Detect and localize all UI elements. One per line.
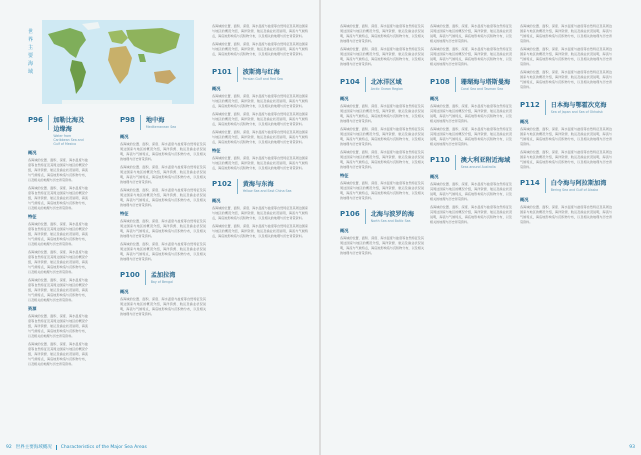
body-text: 各海域的位置、面积、深度、海水温度与盐度等自然特征及其周边国家与地区的概况介绍，海洋资源、航运及渔业状况说明，海流与气候特点，海底地形构造与沉积物分布，以及相关的地理与历史背景资料。 xyxy=(340,104,424,123)
label-overview: 概况 xyxy=(120,289,129,294)
world-map xyxy=(42,20,194,104)
label-overview: 概况 xyxy=(212,86,221,91)
section-title: 北海与波罗的海 xyxy=(370,211,415,218)
label-overview: 概况 xyxy=(120,134,129,139)
footer-left xyxy=(6,444,147,450)
body-text: 各海域的位置、面积、深度、海水温度与盐度等自然特征及其周边国家与地区的概况介绍，海洋资源、航运及渔业状况说明，海流与气候特点，海底地形构造与沉积物分布，以及相关的地理与历史背景资料。 xyxy=(520,47,612,66)
section-header-p104 xyxy=(340,77,424,92)
section-subtitle: Sea of Japan and Sea of Okhotsk xyxy=(550,110,603,114)
body-text: 各海域的位置、面积、深度、海水温度与盐度等自然特征及其周边国家与地区的概况介绍，海洋资源、航运及渔业状况说明，海流与气候特点，海底地形构造与沉积物分布，以及相关的地理与历史背景资料。 xyxy=(430,24,512,43)
body-text: 各海域的位置、面积、深度、海水温度与盐度等自然特征及其周边国家与地区的概况介绍，海洋资源、航运及渔业状况说明，海流与气候特点，海底地形构造与沉积物分布，以及相关的地理与历史背景资料。 xyxy=(430,205,512,224)
body-text: 各海域的位置、面积、深度、海水温度与盐度等自然特征及其周边国家与地区的概况介绍，海洋资源、航运及渔业状况说明，海流与气候特点，海底地形构造与沉积物分布，以及相关的地理与历史背景资料。 xyxy=(212,42,308,56)
section-number: P100 xyxy=(120,271,140,279)
header-divider xyxy=(237,179,238,194)
footer-right xyxy=(629,445,635,450)
section-subtitle: Arctic Ocean Region xyxy=(370,87,403,91)
running-title-en: Characteristics of the Major Sea Areas xyxy=(60,444,147,450)
label-overview: 概况 xyxy=(340,228,349,233)
body-text: 各海域的位置、面积、深度、海水温度与盐度等自然特征及其周边国家与地区的概况介绍，海洋资源、航运及渔业状况说明，海流与气候特点，海底地形构造与沉积物分布，以及相关的地理与历史背景资料。 xyxy=(212,130,308,144)
body-text: 各海域的位置、面积、深度、海水温度与盐度等自然特征及其周边国家与地区的概况介绍，海洋资源、航运及渔业状况说明，海流与气候特点，海底地形构造与沉积物分布，以及相关的地理与历史背景资料。 xyxy=(430,47,512,66)
body-text: 各海域的位置、面积、深度、海水温度与盐度等自然特征及其周边国家与地区的概况介绍，海洋资源、航运及渔业状况说明，海流与气候特点，海底地形构造与沉积物分布，以及相关的地理与历史背景资料。 xyxy=(430,104,512,123)
body-text: 各海域的位置、面积、深度、海水温度与盐度等自然特征及其周边国家与地区的概况介绍，海洋资源、航运及渔业状况说明，海流与气候特点，海底地形构造与沉积物分布，以及相关的地理与历史背景资料。 xyxy=(28,314,88,338)
section-header-p96 xyxy=(28,115,88,146)
body-text: 各海域的位置、面积、深度、海水温度与盐度等自然特征及其周边国家与地区的概况介绍，海洋资源、航运及渔业状况说明，海流与气候特点，海底地形构造与沉积物分布，以及相关的地理与历史背景资料。 xyxy=(28,342,88,366)
body-text: 各海域的位置、面积、深度、海水温度与盐度等自然特征及其周边国家与地区的概况介绍，海洋资源、航运及渔业状况说明，海流与气候特点，海底地形构造与沉积物分布，以及相关的地理与历史背景资料。 xyxy=(212,24,308,38)
column-right-2 xyxy=(430,24,512,228)
body-text: 各海域的位置、面积、深度、海水温度与盐度等自然特征及其周边国家与地区的概况介绍，海洋资源、航运及渔业状况说明，海流与气候特点，海底地形构造与沉积物分布，以及相关的地理与历史背景资料。 xyxy=(28,222,88,246)
section-subtitle: Bering Sea and Gulf of Alaska xyxy=(550,188,599,192)
body-text: 各海域的位置、面积、深度、海水温度与盐度等自然特征及其周边国家与地区的概况介绍，海洋资源、航运及渔业状况说明，海流与气候特点，海底地形构造与沉积物分布，以及相关的地理与历史背景资料。 xyxy=(212,112,308,126)
section-header-p98 xyxy=(120,115,206,130)
section-header-p100 xyxy=(120,270,206,285)
section-header-p106 xyxy=(340,209,424,224)
body-text: 各海域的位置、面积、深度、海水温度与盐度等自然特征及其周边国家与地区的概况介绍，海洋资源、航运及渔业状况说明，海流与气候特点，海底地形构造与沉积物分布，以及相关的地理与历史背景资料。 xyxy=(340,150,424,169)
header-divider xyxy=(365,77,366,92)
body-text: 各海域的位置、面积、深度、海水温度与盐度等自然特征及其周边国家与地区的概况介绍，海洋资源、航运及渔业状况说明，海流与气候特点，海底地形构造与沉积物分布，以及相关的地理与历史背景资料。 xyxy=(212,156,308,170)
label-overview: 概况 xyxy=(340,96,349,101)
column-right-1 xyxy=(340,24,424,259)
label-feature: 特征 xyxy=(120,211,129,216)
body-text: 各海域的位置、面积、深度、海水温度与盐度等自然特征及其周边国家与地区的概况介绍，海洋资源、航运及渔业状况说明，海流与气候特点，海底地形构造与沉积物分布，以及相关的地理与历史背景资料。 xyxy=(340,47,424,66)
header-divider xyxy=(545,100,546,115)
section-title: 珊瑚海与塔斯曼海 xyxy=(460,79,511,86)
section-title: 波斯湾与红海 xyxy=(242,69,280,76)
header-divider xyxy=(140,115,141,130)
section-subtitle: Bay of Bengal xyxy=(150,280,173,284)
section-number: P101 xyxy=(212,68,232,76)
header-divider xyxy=(545,178,546,193)
body-text: 各海域的位置、面积、深度、海水温度与盐度等自然特征及其周边国家与地区的概况介绍，海洋资源、航运及渔业状况说明，海流与气候特点，海底地形构造与沉积物分布，以及相关的地理与历史背景资料。 xyxy=(120,219,206,238)
body-text: 各海域的位置、面积、深度、海水温度与盐度等自然特征及其周边国家与地区的概况介绍，海洋资源、航运及渔业状况说明，海流与气候特点，海底地形构造与沉积物分布，以及相关的地理与历史背景资料。 xyxy=(28,186,88,210)
header-divider xyxy=(145,270,146,285)
body-text: 各海域的位置、面积、深度、海水温度与盐度等自然特征及其周边国家与地区的概况介绍，海洋资源、航运及渔业状况说明，海流与气候特点，海底地形构造与沉积物分布，以及相关的地理与历史背景资料。 xyxy=(430,182,512,201)
label-overview: 概况 xyxy=(28,150,37,155)
body-text: 各海域的位置、面积、深度、海水温度与盐度等自然特征及其周边国家与地区的概况介绍，海洋资源、航运及渔业状况说明，海流与气候特点，海底地形构造与沉积物分布，以及相关的地理与历史背景资料。 xyxy=(340,24,424,43)
section-title: 孟加拉湾 xyxy=(150,272,176,279)
column-left-1 xyxy=(28,112,88,370)
body-text: 各海域的位置、面积、深度、海水温度与盐度等自然特征及其周边国家与地区的概况介绍，海洋资源、航运及渔业状况说明，海流与气候特点，海底地形构造与沉积物分布，以及相关的地理与历史背景资料。 xyxy=(520,205,612,224)
section-title: 北冰洋区域 xyxy=(370,79,402,86)
label-feature: 特征 xyxy=(340,173,349,178)
label-overview: 概况 xyxy=(212,198,221,203)
section-number: P102 xyxy=(212,180,232,188)
map-caption: 世界主要海域 xyxy=(28,29,35,75)
section-subtitle: Water from Caribbean Sea and Gulf of Mexico xyxy=(53,134,84,146)
label-feature: 特征 xyxy=(212,148,221,153)
section-title: 地中海 xyxy=(145,117,165,124)
column-right-3 xyxy=(520,24,612,228)
section-number: P96 xyxy=(28,116,43,124)
label-overview: 概况 xyxy=(520,197,529,202)
body-text: 各海域的位置、面积、深度、海水温度与盐度等自然特征及其周边国家与地区的概况介绍，海洋资源、航运及渔业状况说明，海流与气候特点，海底地形构造与沉积物分布，以及相关的地理与历史背景资料。 xyxy=(120,142,206,161)
section-subtitle: Mediterranean Sea xyxy=(145,125,177,129)
body-text: 各海域的位置、面积、深度、海水温度与盐度等自然特征及其周边国家与地区的概况介绍，海洋资源、航运及渔业状况说明，海流与气候特点，海底地形构造与沉积物分布，以及相关的地理与历史背景资料。 xyxy=(212,224,308,238)
section-subtitle: Coral Sea and Tasman Sea xyxy=(460,87,504,91)
body-text: 各海域的位置、面积、深度、海水温度与盐度等自然特征及其周边国家与地区的概况介绍，海洋资源、航运及渔业状况说明，海流与气候特点，海底地形构造与沉积物分布，以及相关的地理与历史背景资料。 xyxy=(120,242,206,261)
section-number: P98 xyxy=(120,116,135,124)
body-text: 各海域的位置、面积、深度、海水温度与盐度等自然特征及其周边国家与地区的概况介绍，海洋资源、航运及渔业状况说明，海流与气候特点，海底地形构造与沉积物分布，以及相关的地理与历史背景资料。 xyxy=(120,165,206,184)
label-overview: 概况 xyxy=(430,96,439,101)
page-number-left: 92 xyxy=(6,444,12,450)
body-text: 各海域的位置、面积、深度、海水温度与盐度等自然特征及其周边国家与地区的概况介绍，海洋资源、航运及渔业状况说明，海流与气候特点，海底地形构造与沉积物分布，以及相关的地理与历史背景资料。 xyxy=(430,127,512,146)
section-title: 日本海与鄂霍次克海 xyxy=(550,102,607,109)
running-title-cn: 世界主要海域概况 xyxy=(15,445,52,450)
body-text: 各海域的位置、面积、深度、海水温度与盐度等自然特征及其周边国家与地区的概况介绍，海洋资源、航运及渔业状况说明，海流与气候特点，海底地形构造与沉积物分布，以及相关的地理与历史背景资料。 xyxy=(520,150,612,169)
body-text: 各海域的位置、面积、深度、海水温度与盐度等自然特征及其周边国家与地区的概况介绍，海洋资源、航运及渔业状况说明，海流与气候特点，海底地形构造与沉积物分布，以及相关的地理与历史背景资料。 xyxy=(120,297,206,316)
body-text: 各海域的位置、面积、深度、海水温度与盐度等自然特征及其周边国家与地区的概况介绍，海洋资源、航运及渔业状况说明，海流与气候特点，海底地形构造与沉积物分布，以及相关的地理与历史背景资料。 xyxy=(120,188,206,207)
label-resources: 资源 xyxy=(28,306,37,311)
section-header-p101 xyxy=(212,67,308,82)
section-subtitle: Seas around Australia xyxy=(460,165,496,169)
body-text: 各海域的位置、面积、深度、海水温度与盐度等自然特征及其周边国家与地区的概况介绍，海洋资源、航运及渔业状况说明，海流与气候特点，海底地形构造与沉积物分布，以及相关的地理与历史背景资料。 xyxy=(28,278,88,302)
section-header-p102 xyxy=(212,179,308,194)
section-number: P114 xyxy=(520,179,540,187)
column-left-2 xyxy=(120,112,206,320)
header-divider xyxy=(365,209,366,224)
body-text: 各海域的位置、面积、深度、海水温度与盐度等自然特征及其周边国家与地区的概况介绍，海洋资源、航运及渔业状况说明，海流与气候特点，海底地形构造与沉积物分布，以及相关的地理与历史背景资料。 xyxy=(212,206,308,220)
label-feature: 特征 xyxy=(28,214,37,219)
body-text: 各海域的位置、面积、深度、海水温度与盐度等自然特征及其周边国家与地区的概况介绍，海洋资源、航运及渔业状况说明，海流与气候特点，海底地形构造与沉积物分布，以及相关的地理与历史背景资料。 xyxy=(28,158,88,182)
section-title: 白令海与阿拉斯加湾 xyxy=(550,180,607,187)
header-divider xyxy=(237,67,238,82)
section-title: 黄海与东海 xyxy=(242,181,274,188)
label-overview: 概况 xyxy=(430,174,439,179)
section-header-p114 xyxy=(520,178,612,193)
label-overview: 概况 xyxy=(520,119,529,124)
section-number: P106 xyxy=(340,210,360,218)
body-text: 各海域的位置、面积、深度、海水温度与盐度等自然特征及其周边国家与地区的概况介绍，海洋资源、航运及渔业状况说明，海流与气候特点，海底地形构造与沉积物分布，以及相关的地理与历史背景资料。 xyxy=(28,250,88,274)
section-title: 加勒比海及边缘海 xyxy=(53,117,85,133)
section-subtitle: North Sea and Baltic Sea xyxy=(370,219,411,223)
section-number: P108 xyxy=(430,78,450,86)
section-header-p110 xyxy=(430,155,512,170)
section-header-p108 xyxy=(430,77,512,92)
section-header-p112 xyxy=(520,100,612,115)
section-number: P112 xyxy=(520,101,540,109)
section-subtitle: Persian Gulf and Red Sea xyxy=(242,77,283,81)
body-text: 各海域的位置、面积、深度、海水温度与盐度等自然特征及其周边国家与地区的概况介绍，海洋资源、航运及渔业状况说明，海流与气候特点，海底地形构造与沉积物分布，以及相关的地理与历史背景资料。 xyxy=(340,127,424,146)
page-number-right: 93 xyxy=(629,445,635,450)
body-text: 各海域的位置、面积、深度、海水温度与盐度等自然特征及其周边国家与地区的概况介绍，海洋资源、航运及渔业状况说明，海流与气候特点，海底地形构造与沉积物分布，以及相关的地理与历史背景资料。 xyxy=(340,181,424,200)
footer-divider xyxy=(56,445,57,450)
body-text: 各海域的位置、面积、深度、海水温度与盐度等自然特征及其周边国家与地区的概况介绍，海洋资源、航运及渔业状况说明，海流与气候特点，海底地形构造与沉积物分布，以及相关的地理与历史背景资料。 xyxy=(520,127,612,146)
body-text: 各海域的位置、面积、深度、海水温度与盐度等自然特征及其周边国家与地区的概况介绍，海洋资源、航运及渔业状况说明，海流与气候特点，海底地形构造与沉积物分布，以及相关的地理与历史背景资料。 xyxy=(340,236,424,255)
section-title: 澳大利亚附近海域 xyxy=(460,157,511,164)
section-number: P110 xyxy=(430,156,450,164)
header-divider xyxy=(455,77,456,92)
column-left-3 xyxy=(212,24,308,242)
header-divider xyxy=(455,155,456,170)
section-number: P104 xyxy=(340,78,360,86)
body-text: 各海域的位置、面积、深度、海水温度与盐度等自然特征及其周边国家与地区的概况介绍，海洋资源、航运及渔业状况说明，海流与气候特点，海底地形构造与沉积物分布，以及相关的地理与历史背景资料。 xyxy=(520,24,612,43)
body-text: 各海域的位置、面积、深度、海水温度与盐度等自然特征及其周边国家与地区的概况介绍，海洋资源、航运及渔业状况说明，海流与气候特点，海底地形构造与沉积物分布，以及相关的地理与历史背景资料。 xyxy=(212,94,308,108)
section-subtitle: Yellow Sea and East China Sea xyxy=(242,189,292,193)
body-text: 各海域的位置、面积、深度、海水温度与盐度等自然特征及其周边国家与地区的概况介绍，海洋资源、航运及渔业状况说明，海流与气候特点，海底地形构造与沉积物分布，以及相关的地理与历史背景资料。 xyxy=(520,70,612,89)
